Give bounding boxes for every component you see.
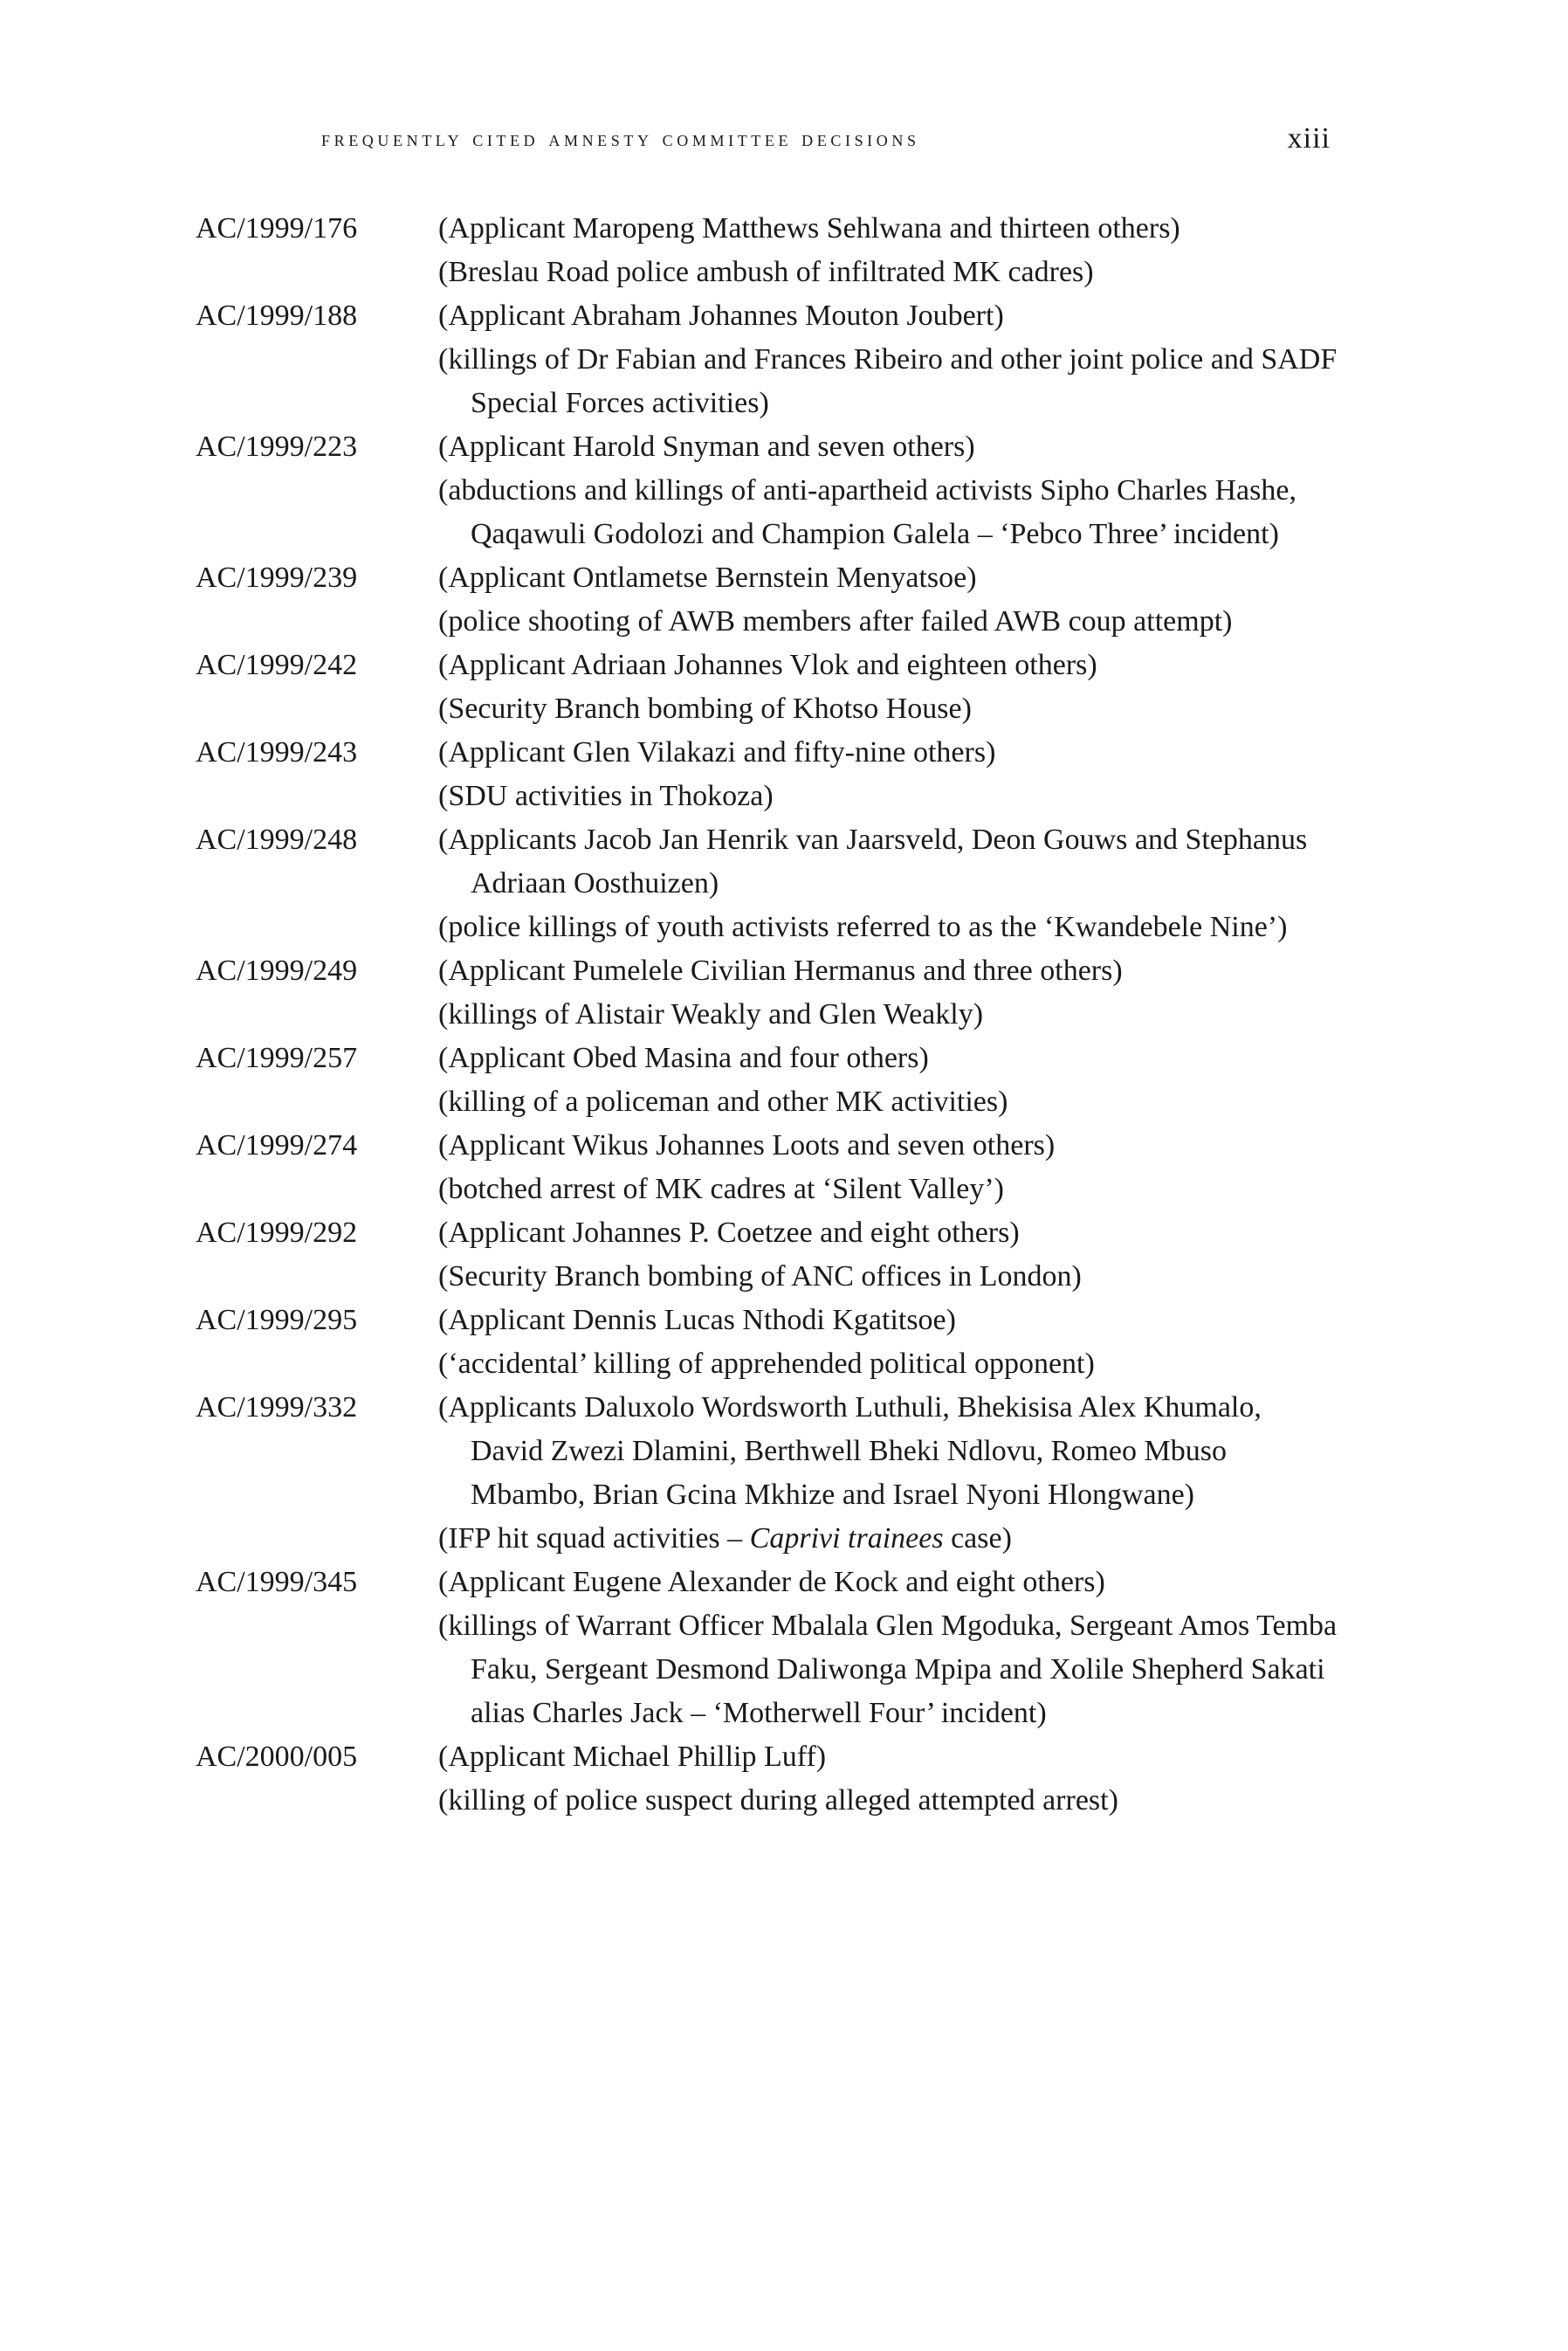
incident-line: (Security Branch bombing of Khotso House)	[438, 693, 972, 725]
decision-id: AC/1999/223	[196, 431, 358, 463]
decision-description	[438, 425, 1339, 556]
decision-description	[438, 1124, 1339, 1211]
decision-entry	[196, 425, 1339, 556]
decision-entry	[196, 1735, 1339, 1823]
applicant-line: (Applicant Dennis Lucas Nthodi Kgatitsoe)	[438, 1304, 956, 1336]
incident-line: (‘accidental’ killing of apprehended political opponent)	[438, 1348, 1095, 1380]
decision-id: AC/1999/257	[196, 1042, 358, 1074]
incident-line: (killings of Dr Fabian and Frances Ribeiro and other joint police and SADF Special Forces activities)	[438, 343, 1338, 419]
incident-line: (police killings of youth activists referred to as the ‘Kwandebele Nine’)	[438, 911, 1288, 943]
decision-id: AC/1999/243	[196, 736, 358, 769]
page-number: xiii	[1287, 122, 1331, 155]
incident-text: (IFP hit squad activities –	[438, 1522, 750, 1555]
applicant-line: (Applicant Michael Phillip Luff)	[438, 1741, 827, 1773]
incident-line	[438, 1517, 1339, 1561]
incident-line: (police shooting of AWB members after failed AWB coup attempt)	[438, 605, 1233, 638]
applicant-line: (Applicant Johannes P. Coetzee and eight others)	[438, 1217, 1020, 1249]
decision-description	[438, 1037, 1339, 1124]
decision-id: AC/1999/248	[196, 824, 358, 856]
incident-line: (killings of Warrant Officer Mbalala Glen Mgoduka, Sergeant Amos Temba Faku, Sergeant Desmond Daliwonga Mpipa and Xolile Shepherd Sakati alias Charles Jack – ‘Motherwell Four’ incident)	[438, 1610, 1338, 1729]
decision-entry	[196, 1211, 1339, 1299]
decision-entry	[196, 294, 1339, 425]
incident-line: (Security Branch bombing of ANC offices in London)	[438, 1260, 1082, 1293]
decision-id: AC/1999/242	[196, 649, 358, 681]
decision-description	[438, 1561, 1339, 1735]
decision-description	[438, 1735, 1339, 1823]
decision-entry	[196, 207, 1339, 294]
running-head	[196, 122, 1331, 164]
decision-id: AC/1999/292	[196, 1217, 358, 1249]
applicant-line: (Applicant Obed Masina and four others)	[438, 1042, 929, 1074]
decision-description	[438, 731, 1339, 818]
incident-line: (abductions and killings of anti-apartheid activists Sipho Charles Hashe, Qaqawuli Godolozi and Champion Galela – ‘Pebco Three’ incident)	[438, 474, 1296, 550]
decision-description	[438, 1299, 1339, 1386]
decision-description	[438, 207, 1339, 294]
decision-entry	[196, 949, 1339, 1037]
decision-entry	[196, 1037, 1339, 1124]
incident-line: (killing of police suspect during alleged attempted arrest)	[438, 1784, 1118, 1817]
decision-description	[438, 644, 1339, 731]
applicant-line: (Applicant Glen Vilakazi and fifty-nine others)	[438, 736, 996, 769]
decision-description	[438, 1386, 1339, 1561]
decision-entry	[196, 731, 1339, 818]
applicant-line: (Applicant Maropeng Matthews Sehlwana and thirteen others)	[438, 212, 1180, 245]
running-title: frequently cited amnesty committee decisions	[321, 126, 920, 151]
applicant-line: (Applicant Ontlametse Bernstein Menyatsoe)	[438, 562, 977, 594]
applicant-line: (Applicants Jacob Jan Henrik van Jaarsveld, Deon Gouws and Stephanus Adriaan Oosthuizen)	[438, 824, 1308, 900]
decision-entry	[196, 556, 1339, 644]
incident-line: (killings of Alistair Weakly and Glen Weakly)	[438, 998, 984, 1031]
incident-line: (SDU activities in Thokoza)	[438, 780, 774, 812]
decision-entry	[196, 644, 1339, 731]
decision-id: AC/2000/005	[196, 1741, 358, 1773]
decision-id: AC/1999/239	[196, 562, 358, 594]
decision-description	[438, 294, 1339, 425]
applicant-line: (Applicant Pumelele Civilian Hermanus and three others)	[438, 955, 1123, 987]
decision-entry	[196, 1561, 1339, 1735]
applicant-line: (Applicant Wikus Johannes Loots and seven others)	[438, 1129, 1056, 1162]
decision-description	[438, 949, 1339, 1037]
decision-id: AC/1999/345	[196, 1566, 358, 1598]
decision-description	[438, 556, 1339, 644]
incident-line: (botched arrest of MK cadres at ‘Silent Valley’)	[438, 1173, 1004, 1205]
decision-description	[438, 1211, 1339, 1299]
decision-id: AC/1999/332	[196, 1391, 358, 1424]
applicant-line: (Applicant Adriaan Johannes Vlok and eighteen others)	[438, 649, 1097, 681]
decision-id: AC/1999/249	[196, 955, 358, 987]
incident-text: case)	[943, 1522, 1012, 1555]
decision-entry	[196, 1299, 1339, 1386]
decision-list	[196, 207, 1339, 1823]
applicant-line: (Applicant Eugene Alexander de Kock and eight others)	[438, 1566, 1105, 1598]
incident-line: (killing of a policeman and other MK activities)	[438, 1086, 1008, 1118]
decision-description	[438, 818, 1339, 949]
case-name-italic: Caprivi trainees	[749, 1522, 944, 1555]
incident-line: (Breslau Road police ambush of infiltrated MK cadres)	[438, 256, 1094, 288]
decision-id: AC/1999/274	[196, 1129, 358, 1162]
decision-id: AC/1999/295	[196, 1304, 358, 1336]
applicant-line: (Applicant Harold Snyman and seven others)	[438, 431, 975, 463]
decision-id: AC/1999/176	[196, 212, 358, 245]
decision-entry	[196, 1124, 1339, 1211]
decision-entry	[196, 1386, 1339, 1561]
decision-id: AC/1999/188	[196, 300, 358, 332]
applicant-line: (Applicants Daluxolo Wordsworth Luthuli, Bhekisisa Alex Khumalo, David Zwezi Dlamini, Berthwell Bheki Ndlovu, Romeo Mbuso Mbambo, Brian Gcina Mkhize and Israel Nyoni Hlongwane)	[438, 1391, 1262, 1511]
applicant-line: (Applicant Abraham Johannes Mouton Joubert)	[438, 300, 1004, 332]
decision-entry	[196, 818, 1339, 949]
